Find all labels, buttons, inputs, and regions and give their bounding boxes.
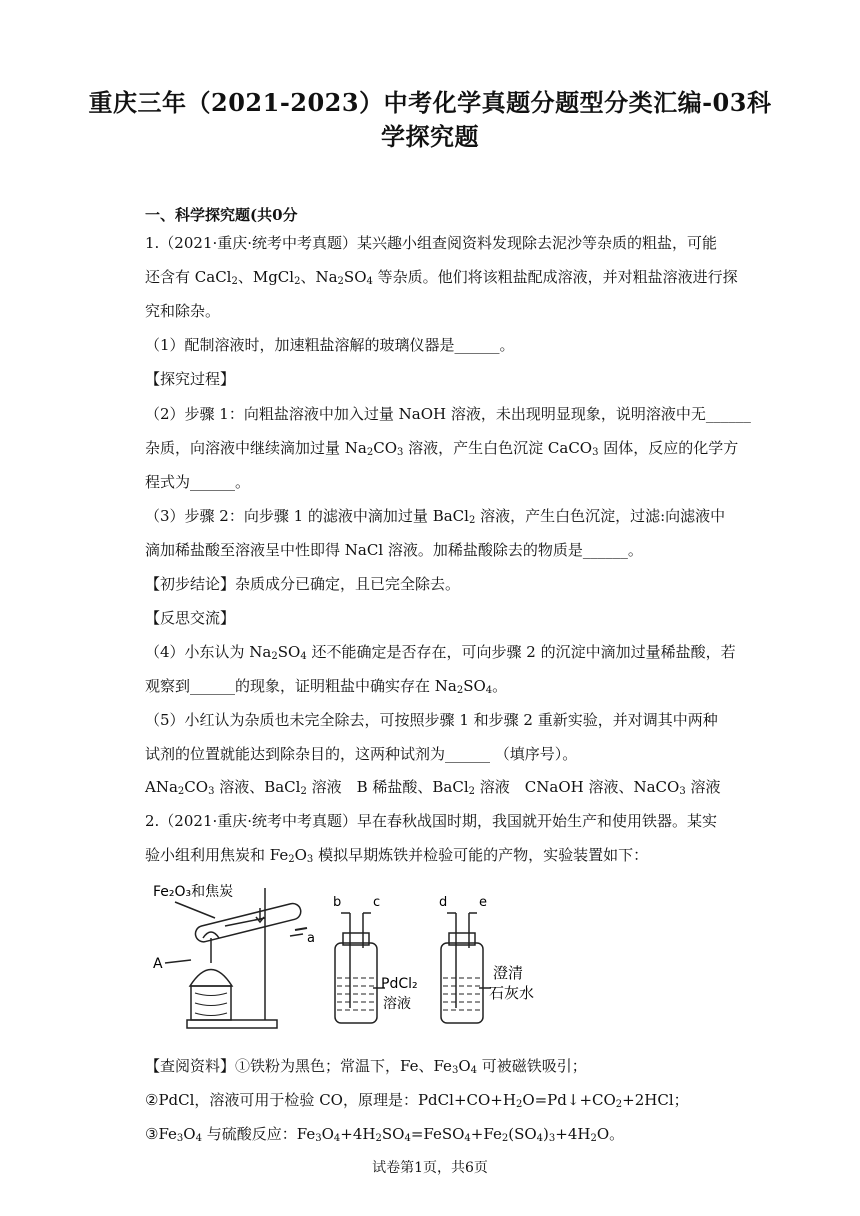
label-d: d	[439, 895, 448, 910]
label-limewater: 石灰水	[489, 984, 535, 1002]
page-title: 重庆三年（2021-2023）中考化学真题分题型分类汇编-03科	[88, 88, 772, 117]
page-footer: 试卷第1页，共6页	[372, 1160, 488, 1176]
reaction-tube	[194, 902, 303, 944]
q1-conclusion: 【初步结论】杂质成分已确定，且已完全除去。	[145, 575, 461, 593]
q1-heading-process: 【探究过程】	[145, 370, 236, 388]
q1-part2: （2）步骤 1：向粗盐溶液中加入过量 NaOH 溶液，未出现明显现象，说明溶液中无______	[145, 405, 751, 423]
q2-line: 验小组利用焦炭和 $Fe_2O_3$ 模拟早期炼铁并检验可能的产物，实验装置如下：	[145, 846, 649, 865]
q2-line: 2.（2021·重庆·统考中考真题）早在春秋战国时期，我国就开始生产和使用铁器。某实	[145, 812, 718, 830]
q1-line: 滴加稀盐酸至溶液呈中性即得 NaCl 溶液。加稀盐酸除去的物质是______。	[145, 541, 643, 559]
label-clear: 澄清	[493, 964, 524, 982]
q1-line: 还含有 CaCl$_2$、MgCl$_2$、$Na_2SO_4$ 等杂质。他们将该粗盐配成溶液，并对粗盐溶液进行探	[145, 268, 738, 287]
pdcl2-bottle	[335, 943, 377, 1023]
q2-reference: $③Fe_3O_4$ 与硫酸反应：$Fe_3O_4+4H_2SO_4=FeSO_4+Fe_2(SO_4)_3+4H_2O$。	[145, 1125, 625, 1144]
q1-part1: （1）配制溶液时，加速粗盐溶解的玻璃仪器是______。	[145, 336, 515, 354]
q1-line: 观察到______的现象，证明粗盐中确实存在 $Na_2SO_4$。	[145, 677, 508, 696]
q1-part3: （3）步骤 2：向步骤 1 的滤液中滴加过量 BaCl$_2$ 溶液，产生白色沉淀，过滤:向滤液中	[145, 507, 726, 526]
q2-reference: ②PdCl，溶液可用于检验 CO，原理是：$PdCl+CO+H_2O=Pd↓+CO_2+2HCl$；	[145, 1091, 689, 1110]
q1-line: 程式为______。	[145, 473, 251, 491]
label-A: A	[153, 956, 163, 972]
q1-part4: （4）小东认为 $Na_2SO_4$ 还不能确定是否存在，可向步骤 2 的沉淀中滴加过量稀盐酸，若	[145, 643, 736, 662]
q1-heading-reflection: 【反思交流】	[145, 609, 236, 627]
outlet-a	[290, 934, 303, 936]
page-title-continued: 学探究题	[381, 122, 479, 151]
q1-options: $ANa_2CO_3$ 溶液、BaCl$_2$ 溶液 B 稀盐酸、BaCl$_2$ 溶液 CNaOH 溶液、NaCO$_3$ 溶液	[145, 778, 721, 797]
apparatus-figure	[145, 878, 545, 1036]
q1-line: 杂质，向溶液中继续滴加过量 $Na_2CO_3$ 溶液，产生白色沉淀 CaCO$_3$ 固体，反应的化学方	[145, 439, 739, 458]
label-c: c	[373, 895, 381, 910]
label-e: e	[479, 895, 487, 910]
q1-line: 试剂的位置就能达到除杂目的，这两种试剂为______ （填序号）。	[145, 745, 578, 763]
q1-line: 1.（2021·重庆·统考中考真题）某兴趣小组查阅资料发现除去泥沙等杂质的粗盐，可能	[145, 234, 718, 252]
section-heading: 一、科学探究题(共0分	[145, 206, 298, 224]
lamp-base	[191, 986, 231, 1020]
q1-part5: （5）小红认为杂质也未完全除去，可按照步骤 1 和步骤 2 重新实验，并对调其中两种	[145, 711, 718, 729]
alcohol-lamp	[190, 970, 232, 987]
label-pdcl2: PdCl₂	[381, 976, 418, 992]
q1-line: 究和除杂。	[145, 302, 221, 320]
label-b: b	[333, 895, 342, 910]
limewater-bottle	[441, 943, 483, 1023]
label-a: a	[307, 931, 315, 946]
q2-reference: 【查阅资料】①铁粉为黑色；常温下，Fe、$Fe_3O_4$ 可被磁铁吸引；	[145, 1057, 587, 1076]
label-solution: 溶液	[383, 996, 411, 1012]
stand-base	[187, 1020, 277, 1028]
label-reactants: Fe₂O₃和焦炭	[153, 884, 234, 900]
